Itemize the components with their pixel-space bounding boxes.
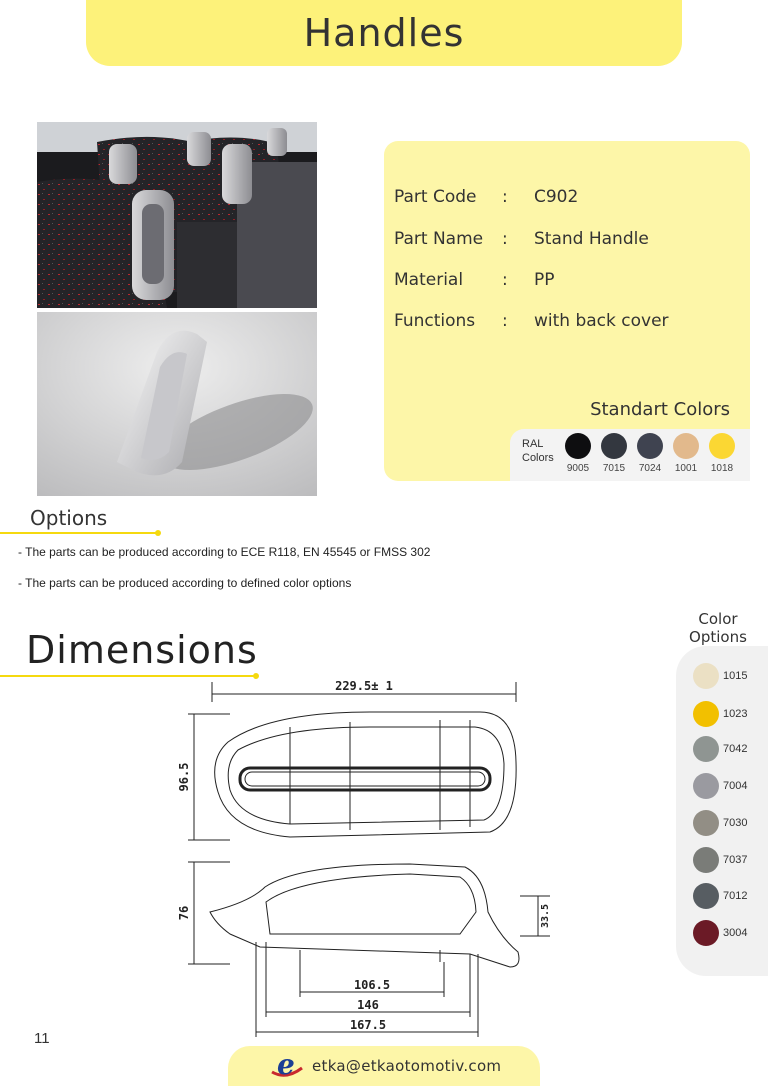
color-option-code: 7037: [723, 854, 748, 866]
color-option-code: 7042: [723, 743, 748, 755]
dim-label-width: 229.5± 1: [335, 679, 393, 693]
ral-swatch-1018: [709, 433, 735, 459]
spec-panel: Part Code : C902 Part Name : Stand Handle Material : PP Functions : with back cover Standart Colors RAL Colors 9005 7015 7024 1001 1018: [384, 141, 750, 481]
color-option-swatch-7012: [693, 883, 719, 909]
page-number: 11: [34, 1030, 50, 1047]
color-option-code: 7030: [723, 817, 748, 829]
dim-label-right: 33.5: [540, 903, 551, 929]
options-underline: [0, 532, 158, 534]
ral-swatch-code: 1001: [674, 463, 698, 474]
dimensions-title: Dimensions: [26, 628, 258, 672]
color-option-code: 3004: [723, 927, 748, 939]
etka-logo-icon: [268, 1050, 304, 1082]
handle-render-photo: [37, 312, 317, 496]
color-option-swatch-1015: [693, 663, 719, 689]
ral-swatch-7015: [601, 433, 627, 459]
options-title: Options: [30, 506, 108, 530]
footer-tab: [228, 1046, 540, 1086]
color-option-swatch-3004: [693, 920, 719, 946]
color-option-swatch-7037: [693, 847, 719, 873]
ral-swatch-code: 7024: [638, 463, 662, 474]
dim-label-middle: 146: [357, 998, 379, 1012]
ral-swatch-9005: [565, 433, 591, 459]
color-option-swatch-7042: [693, 736, 719, 762]
ral-swatch-code: 7015: [602, 463, 626, 474]
color-option-swatch-7004: [693, 773, 719, 799]
color-option-swatch-7030: [693, 810, 719, 836]
option-item: - The parts can be produced according to ECE R118, EN 45545 or FMSS 302: [18, 545, 431, 559]
color-options-panel: [676, 646, 768, 976]
ral-swatch-code: 9005: [566, 463, 590, 474]
ral-colors-box: [510, 429, 750, 481]
options-underline-dot: [155, 530, 161, 536]
color-option-code: 7012: [723, 890, 748, 902]
dim-label-inner: 106.5: [353, 978, 391, 992]
color-option-swatch-1023: [693, 701, 719, 727]
header-tab: [86, 0, 682, 66]
ral-label: RAL Colors: [522, 438, 554, 464]
contact-email[interactable]: etka@etkaotomotiv.com: [312, 1057, 502, 1075]
svg-text:e: e: [277, 1048, 295, 1081]
page-title: Handles: [303, 11, 465, 55]
ral-swatch-7024: [637, 433, 663, 459]
dim-label-height-side: 76: [177, 905, 191, 921]
ral-swatch-1001: [673, 433, 699, 459]
technical-drawing: [170, 672, 551, 1047]
color-option-code: 1023: [723, 708, 748, 720]
standard-colors-title: Standart Colors: [590, 399, 730, 420]
dim-label-height-top: 96.5: [177, 762, 191, 792]
color-options-title: Color Options: [689, 610, 747, 646]
color-option-code: 1015: [723, 670, 748, 682]
option-item: - The parts can be produced according to defined color options: [18, 576, 352, 590]
dim-label-outer: 167.5: [349, 1018, 387, 1032]
color-option-code: 7004: [723, 780, 748, 792]
ral-swatch-code: 1018: [710, 463, 734, 474]
seats-photo: [37, 122, 317, 308]
